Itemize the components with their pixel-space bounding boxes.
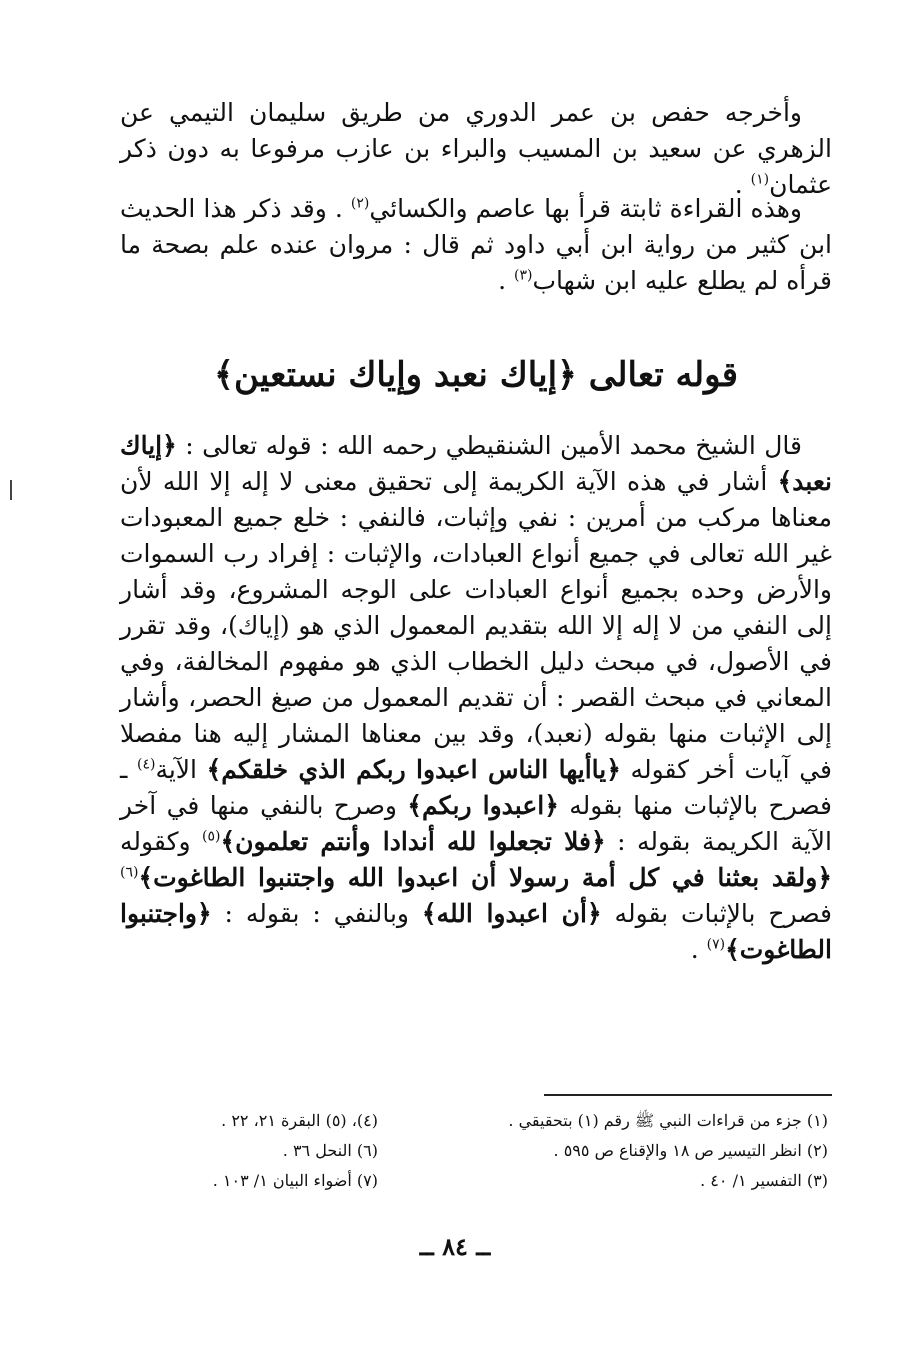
text-segment: أشار في هذه الآية الكريمة إلى تحقيق معنى لا إله إلا الله لأن معناها مركب من أمرين : نفي وإثبات، فالنفي : خلع جميع المعبودات غير الله تعالى في جميع أنواع العبادات، والإثبات : إفراد رب السموات والأرض وحده بجميع أنواع العبادات على الوجه المشروع، وقد أشار إلى النفي من لا إله إلا الله بتقديم المعمول الذي هو (إياك)، وقد تقرر في الأصول، في مبحث دليل الخطاب الذي هو مفهوم المخالفة، وفي المعاني في مبحث القصر : أن تقديم المعمول من صيغ الحصر، وأشار إلى الإثبات منها بقوله (نعبد)، وقد بين معناها المشار إليه هنا مفصلا في آيات أخر كقوله [120, 467, 832, 784]
footnotes-right-column [468, 1106, 828, 1196]
text-segment: فصرح بالإثبات بقوله [601, 899, 832, 928]
quran-quote: ﴿اعبدوا ربكم﴾ [407, 791, 559, 820]
heading-prefix: قوله تعالى [576, 355, 738, 395]
quran-quote: ﴿إياك نعبد﴾ [120, 431, 832, 496]
footnote: (٤)، (٥) البقرة ٢١، ٢٢ . [221, 1111, 378, 1130]
text-segment: وبالنفي : بقوله : [211, 899, 422, 928]
text-segment: . [690, 935, 707, 964]
footnote-ref[interactable]: (٥) [202, 828, 221, 845]
paragraph-end: . [734, 170, 751, 199]
scan-edge-mark [10, 480, 12, 500]
paragraph-text-cont: . وقد ذكر هذا الحديث ابن كثير من رواية ابن أبي داود ثم قال : مروان عنده علم بصحة ما قرأه لم يطلع عليه ابن شهاب [120, 194, 832, 295]
quran-quote: ﴿واجتنبوا الطاغوت﴾ [120, 899, 832, 964]
quran-quote: ﴿أن اعبدوا الله﴾ [421, 899, 602, 928]
heading-quran-quote: ﴿إياك نعبد وإياك نستعين﴾ [214, 355, 577, 395]
footnote-ref[interactable]: (٣) [514, 267, 533, 284]
section-heading [120, 350, 832, 400]
footnote: (٢) انظر التيسير ص ١٨ والإقناع ص ٥٩٥ . [553, 1141, 828, 1160]
footnote-ref[interactable]: (٦) [120, 864, 139, 881]
footnote: (٧) أضواء البيان ١/ ١٠٣ . [212, 1171, 378, 1190]
page-number: ــ ٨٤ ــ [419, 1232, 491, 1261]
footnote: (١) جزء من قراءات النبي ﷺ رقم (١) بتحقيقي . [508, 1111, 828, 1130]
paragraph-reading-proof [120, 191, 832, 299]
quran-quote: ﴿ياأيها الناس اعبدوا ربكم الذي خلقكم﴾ [206, 755, 621, 784]
main-commentary [120, 428, 832, 968]
quran-quote: ﴿فلا تجعلوا لله أندادا وأنتم تعلمون﴾ [220, 827, 606, 856]
footnote: (٣) التفسير ١/ ٤٠ . [700, 1171, 828, 1190]
footnote: (٦) النحل ٣٦ . [282, 1141, 378, 1160]
footnote-ref[interactable]: (٢) [350, 195, 370, 212]
text-segment: الآية [155, 755, 207, 784]
footnote-ref[interactable]: (١) [750, 171, 770, 188]
footnotes-left-column [178, 1106, 378, 1196]
footnote-ref[interactable]: (٧) [706, 936, 726, 953]
text-segment: قال الشيخ محمد الأمين الشنقيطي رحمه الله : قوله تعالى : [176, 431, 802, 460]
quran-quote: ﴿ولقد بعثنا في كل أمة رسولا أن اعبدوا الله واجتنبوا الطاغوت﴾ [138, 863, 832, 892]
paragraph-hafs-narration [120, 95, 832, 203]
footnote-ref[interactable]: (٤) [136, 756, 156, 773]
paragraph-text: وهذه القراءة ثابتة قرأ بها عاصم والكسائي [369, 194, 802, 223]
text-segment: ـ فصرح بالإثبات منها بقوله [120, 755, 833, 820]
text-segment: وصرح بالنفي منها في آخر الآية الكريمة بقوله : [120, 791, 832, 856]
footnote-divider [544, 1094, 832, 1096]
text-segment: وكقوله [120, 827, 203, 856]
paragraph-end: . [498, 266, 514, 295]
paragraph-text: وأخرجه حفص بن عمر الدوري من طريق سليمان التيمي عن الزهري عن سعيد بن المسيب والبراء بن عازب مرفوعا به دون ذكر عثمان [120, 98, 832, 199]
